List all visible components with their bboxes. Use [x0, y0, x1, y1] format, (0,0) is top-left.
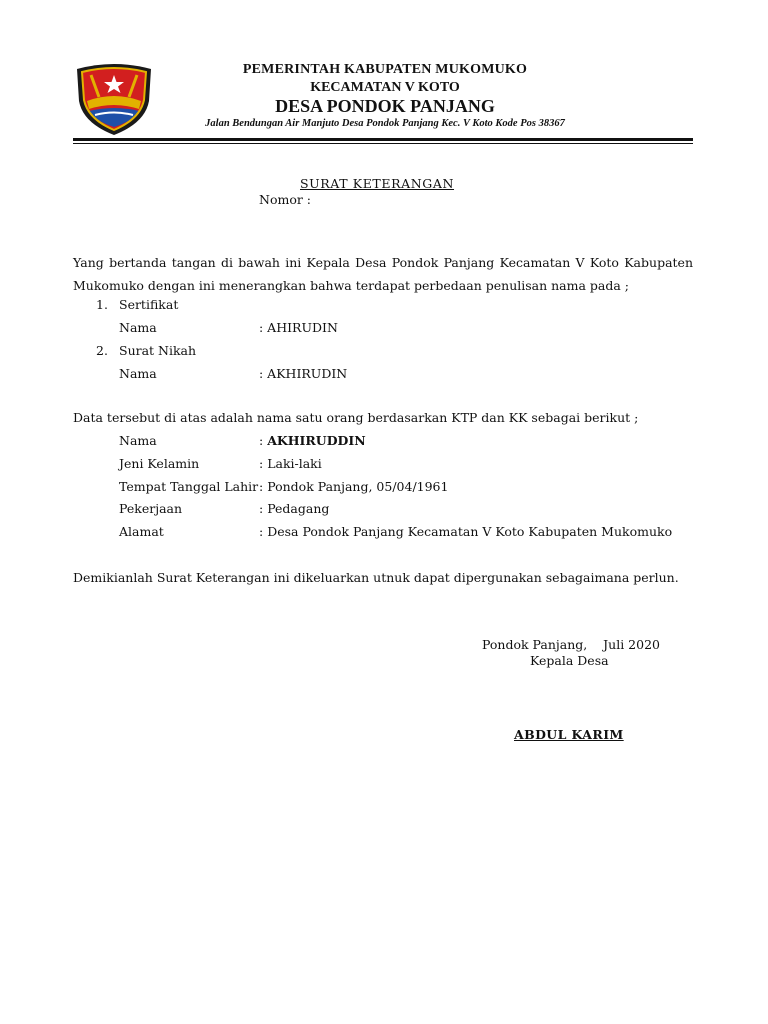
- closing-paragraph: Demikianlah Surat Keterangan ini dikeluarkan utnuk dapat dipergunakan sebagaimana perlun.: [73, 570, 679, 585]
- field-label: Nama: [119, 366, 157, 381]
- gender-value: Laki-laki: [267, 456, 322, 471]
- detail-value: [259, 501, 329, 516]
- signature-place-date: Pondok Panjang, Juli 2020: [482, 637, 660, 652]
- detail-label: Pekerjaan: [119, 501, 183, 516]
- detail-value: [259, 524, 672, 539]
- detail-separator: :: [259, 433, 268, 448]
- field-value: : AKHIRUDIN: [259, 366, 348, 381]
- district-name: KECAMATAN V KOTO: [310, 80, 460, 95]
- government-name: PEMERINTAH KABUPATEN MUKOMUKO: [242, 62, 528, 77]
- address-value: Desa Pondok Panjang Kecamatan V Koto Kabupaten Mukomuko: [267, 524, 673, 539]
- detail-separator: :: [259, 456, 268, 471]
- birth-value: Pondok Panjang, 05/04/1961: [267, 479, 449, 494]
- detail-label: Nama: [119, 433, 157, 448]
- signature-position: Kepala Desa: [530, 653, 609, 668]
- header-divider-thin: [73, 143, 693, 144]
- field-value: : AHIRUDIN: [259, 320, 338, 335]
- field-label: Nama: [119, 320, 157, 335]
- detail-separator: :: [259, 501, 268, 516]
- village-name: DESA PONDOK PANJANG: [275, 96, 495, 116]
- list-number: 1.: [96, 297, 108, 312]
- letter-title: SURAT KETERANGAN: [300, 176, 455, 191]
- occupation-value: Pedagang: [267, 501, 330, 516]
- person-name: AKHIRUDDIN: [267, 433, 366, 448]
- detail-label: Alamat: [119, 524, 164, 539]
- detail-value: [259, 456, 322, 471]
- document-name: Surat Nikah: [119, 343, 197, 358]
- detail-value: [259, 479, 448, 494]
- detail-label: Tempat Tanggal Lahir: [119, 479, 259, 494]
- office-address: Jalan Bendungan Air Manjuto Desa Pondok Panjang Kec. V Koto Kode Pos 38367: [205, 118, 565, 129]
- header-divider-thick: [73, 138, 693, 141]
- detail-separator: :: [259, 524, 268, 539]
- data-intro: Data tersebut di atas adalah nama satu orang berdasarkan KTP dan KK sebagai berikut ;: [73, 410, 639, 425]
- intro-paragraph: Yang bertanda tangan di bawah ini Kepala Desa Pondok Panjang Kecamatan V Koto Kabupaten Mukomuko dengan ini menerangkan bahwa terdapat perbedaan penulisan nama pada ;: [73, 255, 693, 293]
- detail-label: Jeni Kelamin: [119, 456, 200, 471]
- regency-emblem-icon: [73, 61, 155, 137]
- list-number: 2.: [96, 343, 108, 358]
- signatory-name: ABDUL KARIM: [514, 727, 624, 742]
- detail-value: [259, 433, 366, 448]
- letter-number: Nomor :: [259, 192, 312, 207]
- detail-separator: :: [259, 479, 268, 494]
- document-name: Sertifikat: [119, 297, 179, 312]
